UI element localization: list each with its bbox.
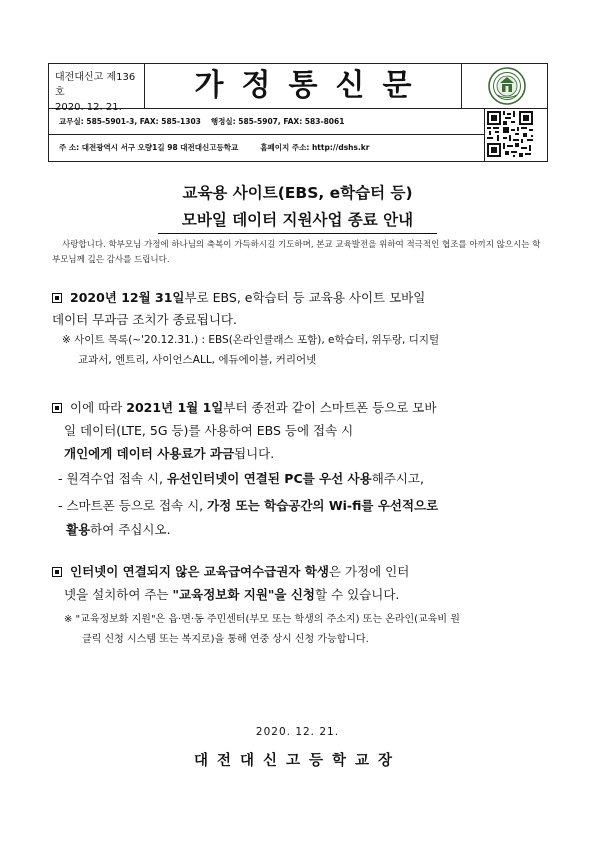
square-bullet-icon	[52, 567, 62, 577]
admin-contact: 행정실: 585-5907, FAX: 583-8061	[210, 117, 345, 126]
bullet1-pre: - 원격수업 접속 시,	[58, 471, 167, 486]
section1-note-line1: ※ 사이트 목록(~'20.12.31.) : EBS(온라인클래스 포함), e학습터, 위두랑, 디지털	[62, 334, 440, 346]
section3-line2	[64, 583, 556, 606]
section2-bullet2	[58, 494, 438, 517]
bullet2-pre: - 스마트폰 등으로 접속 시,	[58, 498, 208, 513]
section2-bullet1	[58, 467, 424, 490]
section1-text: 부로 EBS, e학습터 등 교육용 사이트 모바일	[184, 290, 426, 305]
qr-code-icon[interactable]	[487, 111, 533, 157]
letterhead	[48, 63, 548, 162]
section3-note-line1: ※ "교육정보화 지원"은 읍·면·동 주민센터(부모 또는 학생의 주소지) 또는 온라인(교육비 원	[64, 614, 460, 625]
contact-row	[49, 108, 485, 135]
homepage-link[interactable]: http://dshs.kr	[311, 143, 370, 152]
letterhead-top-row	[49, 64, 547, 113]
bullet1-rest: 해주시고,	[371, 471, 424, 486]
issue-date: 2020. 12. 21.	[55, 102, 122, 113]
section2-pre: 이에 따라	[70, 400, 127, 415]
section3-rest1: 은 가정에 인터	[328, 564, 410, 579]
section3-line1	[52, 560, 544, 583]
bullet2-bold: 가정 또는 학습공간의 Wi-fi를 우선적으로	[207, 498, 439, 513]
school-logo	[461, 64, 550, 108]
square-bullet-icon	[52, 293, 62, 303]
bullet1-bold: 유선인터넷이 연결된 PC를 우선 사용	[166, 471, 372, 486]
document-title-line2-text: 모바일 데이터 지원사업 종료 안내	[158, 208, 437, 234]
footer-date: 2020. 12. 21.	[255, 726, 340, 738]
section3-target: 인터넷이 연결되지 않은 교육급여수급권자 학생	[70, 564, 329, 579]
section1-line1	[52, 286, 544, 309]
homepage-label: 홈페이지 주소:	[260, 143, 310, 152]
section2-line3	[64, 442, 556, 465]
section3-line2-rest: 할 수 있습니다.	[315, 587, 400, 602]
bullet2-line2-rest: 하여 주십시오.	[90, 522, 171, 537]
section2-text: 부터 종전과 같이 스마트폰 등으로 모바	[223, 400, 437, 415]
address-row	[49, 135, 485, 161]
newsletter-title: 가정통신문	[194, 68, 430, 103]
section2-date: 2021년 1월 1일	[126, 400, 224, 415]
address-label: 주 소:	[59, 143, 80, 152]
square-bullet-icon	[52, 403, 62, 413]
section1-date: 2020년 12월 31일	[70, 290, 185, 305]
section3-apply: "교육정보화 지원"을 신청	[172, 587, 316, 602]
section3-note-line2: 클릭 신청 시스템 또는 복지로)을 통해 연중 상시 신청 가능합니다.	[82, 634, 369, 645]
section1-line2: 데이터 무과금 조치가 종료됩니다.	[52, 312, 237, 327]
school-emblem-icon	[488, 67, 526, 105]
section3-line2-pre: 넷을 설치하여 주는	[64, 587, 173, 602]
section2-line3-rest: 됩니다.	[234, 446, 275, 461]
issue-number: 대전대신고 제136호	[55, 72, 136, 98]
issue-info	[49, 64, 145, 113]
address-text: 대전광역시 서구 오량1길 98 대전대신고등학교	[81, 143, 239, 152]
office-contact: 교무실: 585-5901-3, FAX: 585-1303	[59, 117, 201, 126]
principal-signature: 대전대신고등학교장	[193, 753, 402, 769]
bullet2-line2-bold: 활용	[66, 522, 91, 537]
document-title-line1: 교육용 사이트(EBS, e학습터 등)	[182, 184, 413, 202]
section2-line2: 일 데이터(LTE, 5G 등)를 사용하여 EBS 등에 접속 시	[64, 423, 354, 438]
document-title-line2	[0, 208, 595, 234]
section1-note-line2: 교과서, 엔트리, 사이언스ALL, 에듀에이블, 커리어넷	[78, 354, 317, 366]
section2-charge-notice: 개인에게 데이터 사용료가 과금	[64, 446, 235, 461]
section2-line1	[52, 396, 544, 419]
section2-bullet2-line2	[66, 518, 171, 541]
greeting-paragraph: 사랑합니다. 학부모님 가정에 하나님의 축복이 가득하시길 기도하며, 본교 교육발전을 위하여 적극적인 협조를 아끼지 않으시는 학부모님께 깊은 감사를 드립니다.	[52, 240, 541, 265]
